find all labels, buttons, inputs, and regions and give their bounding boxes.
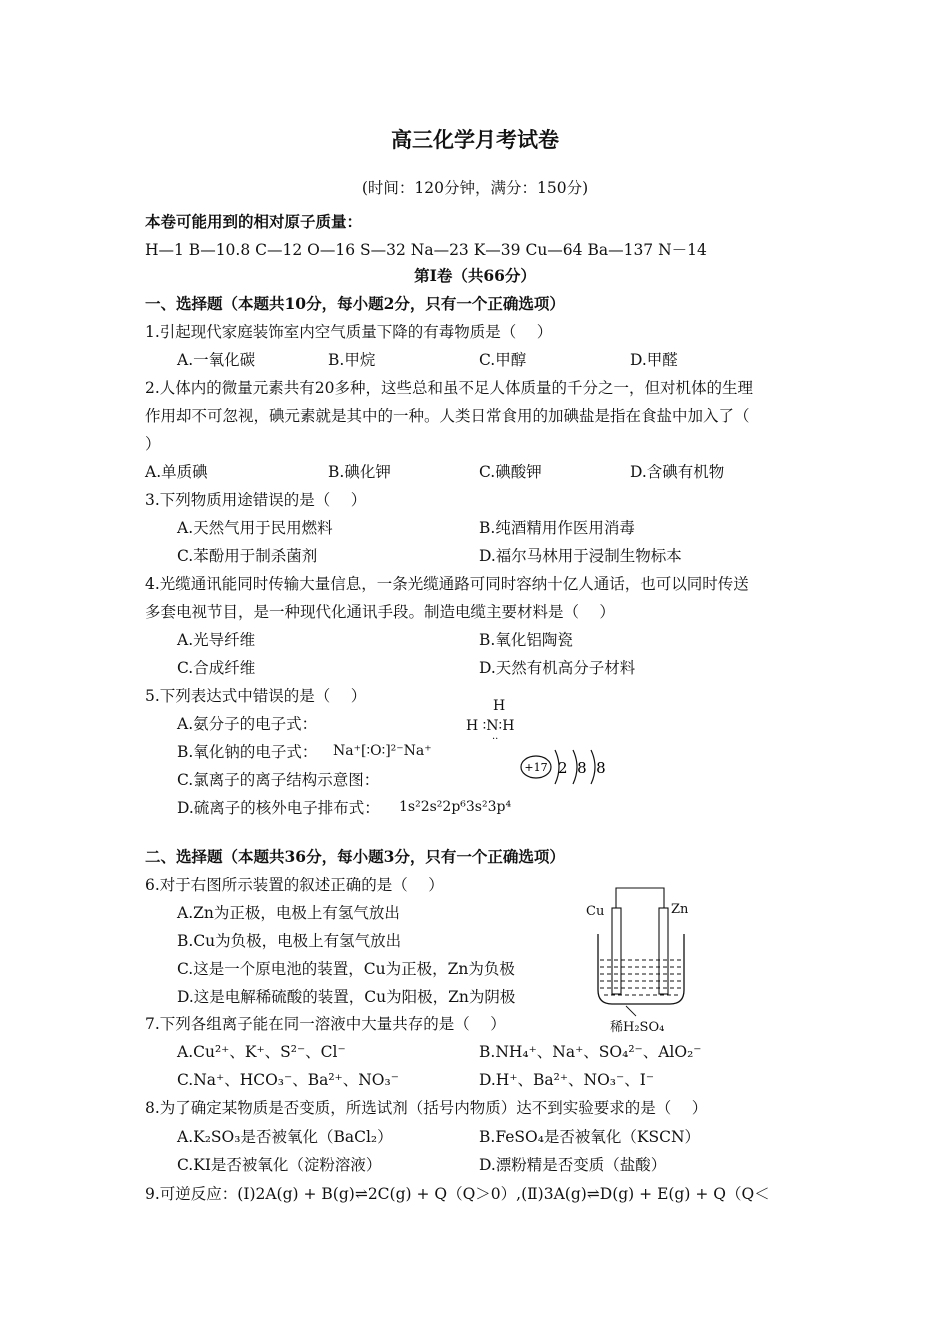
nh3-dot-top: H bbox=[493, 698, 506, 714]
beaker bbox=[598, 934, 684, 1004]
q7-option-c: C.Na⁺、HCO₃⁻、Ba²⁺、NO₃⁻ bbox=[177, 1071, 399, 1089]
q2-stem-line3: ） bbox=[145, 435, 161, 453]
q3-option-a: A.天然气用于民用燃料 bbox=[177, 519, 333, 537]
q4-option-a: A.光导纤维 bbox=[177, 631, 256, 649]
q6-option-c: C.这是一个原电池的装置，Cu为正极，Zn为负极 bbox=[177, 960, 515, 978]
q5-option-b: B.氧化钠的电子式： bbox=[177, 743, 318, 761]
q6-option-a: A.Zn为正极，电极上有氢气放出 bbox=[177, 904, 400, 922]
q6-stem: 6.对于右图所示装置的叙述正确的是（ ） bbox=[145, 876, 444, 894]
q5-option-d: D.硫离子的核外电子排布式： bbox=[177, 799, 380, 817]
q1-option-b: B.甲烷 bbox=[328, 351, 376, 369]
q1-stem: 1.引起现代家庭装饰室内空气质量下降的有毒物质是（ ） bbox=[145, 323, 553, 341]
q5-option-c: C.氯离子的离子结构示意图： bbox=[177, 771, 380, 789]
atomic-mass-heading: 本卷可能用到的相对原子质量： bbox=[145, 212, 363, 231]
zn-label: Zn bbox=[671, 902, 689, 917]
q2-stem-line2: 作用却不可忽视，碘元素就是其中的一种。人类日常食用的加碘盐是指在食盐中加入了（ bbox=[145, 407, 750, 425]
q8-option-c: C.KI是否被氧化（淀粉溶液） bbox=[177, 1156, 382, 1174]
q3-option-d: D.福尔马林用于浸制生物标本 bbox=[479, 547, 682, 565]
q3-stem: 3.下列物质用途错误的是（ ） bbox=[145, 491, 367, 509]
q2-option-a: A.单质碘 bbox=[145, 463, 208, 481]
q2-stem-line1: 2.人体内的微量元素共有20多种，这些总和虽不足人体质量的千分之一，但对机体的生理 bbox=[145, 379, 754, 397]
q4-option-c: C.合成纤维 bbox=[177, 659, 256, 677]
q3-option-b: B.纯酒精用作医用消毒 bbox=[479, 519, 635, 537]
q1-option-a: A.一氧化碳 bbox=[177, 351, 256, 369]
q8-option-b: B.FeSO₄是否被氧化（KSCN） bbox=[479, 1128, 701, 1146]
shell-electron-counts: 2 8 8 bbox=[558, 759, 606, 777]
solution-pointer bbox=[626, 1006, 636, 1016]
q2-option-c: C.碘酸钾 bbox=[479, 463, 542, 481]
q4-stem-line1: 4.光缆通讯能同时传输大量信息，一条光缆通路可同时容纳十亿人通话，也可以同时传送 bbox=[145, 575, 749, 593]
sulfur-electron-config: 1s²2s²2p⁶3s²3p⁴ bbox=[399, 799, 512, 815]
exam-subtitle: (时间：120分钟，满分：150分) bbox=[361, 179, 589, 197]
q4-option-b: B.氧化铝陶瓷 bbox=[479, 631, 573, 649]
q7-stem: 7.下列各组离子能在同一溶液中大量共存的是（ ） bbox=[145, 1015, 506, 1033]
q8-option-d: D.漂粉精是否变质（盐酸） bbox=[479, 1156, 667, 1174]
q6-option-d: D.这是电解稀硫酸的装置，Cu为阳极，Zn为阴极 bbox=[177, 988, 516, 1006]
section1-heading: 一、选择题（本题共10分，每小题2分，只有一个正确选项） bbox=[145, 294, 565, 313]
nucleus-charge: +17 bbox=[524, 761, 548, 774]
q7-option-b: B.NH₄⁺、Na⁺、SO₄²⁻、AlO₂⁻ bbox=[479, 1043, 702, 1061]
q7-option-a: A.Cu²⁺、K⁺、S²⁻、Cl⁻ bbox=[177, 1043, 346, 1061]
cu-label: Cu bbox=[586, 904, 605, 919]
q1-option-d: D.甲醛 bbox=[630, 351, 678, 369]
q6-option-b: B.Cu为负极，电极上有氢气放出 bbox=[177, 932, 402, 950]
q9-stem: 9.可逆反应：(Ⅰ)2A(g) + B(g)⇌2C(g) + Q（Q＞0）,(Ⅱ)3A(g)⇌D(g) + E(g) + Q（Q＜ bbox=[145, 1185, 770, 1203]
dilute-sulfuric-acid-label: 稀H₂SO₄ bbox=[610, 1020, 665, 1035]
q2-option-d: D.含碘有机物 bbox=[630, 463, 725, 481]
atomic-mass-list: H—1 B—10.8 C—12 O—16 S—32 Na—23 K—39 Cu—64 Ba—137 N－14 bbox=[145, 241, 707, 259]
q4-option-d: D.天然有机高分子材料 bbox=[479, 659, 636, 677]
q3-option-c: C.苯酚用于制杀菌剂 bbox=[177, 547, 318, 565]
na2o-electron-formula: Na⁺[∶O∶]²⁻Na⁺ bbox=[333, 743, 432, 759]
section2-heading: 二、选择题（本题共36分，每小题3分，只有一个正确选项） bbox=[145, 847, 565, 866]
page-title: 高三化学月考试卷 bbox=[391, 127, 559, 152]
q4-stem-line2: 多套电视节目，是一种现代化通讯手段。制造电缆主要材料是（ ） bbox=[145, 603, 615, 621]
q8-option-a: A.K₂SO₃是否被氧化（BaCl₂） bbox=[177, 1128, 393, 1146]
nh3-dot-bottom: ·· bbox=[492, 734, 499, 745]
nh3-dot-middle: H ∶N∶H bbox=[466, 718, 515, 734]
connecting-wire bbox=[616, 888, 664, 914]
q2-option-b: B.碘化钾 bbox=[328, 463, 391, 481]
q5-stem: 5.下列表达式中错误的是（ ） bbox=[145, 687, 367, 705]
q8-stem: 8.为了确定某物质是否变质，所选试剂（括号内物质）达不到实验要求的是（ ） bbox=[145, 1099, 708, 1117]
q1-option-c: C.甲醇 bbox=[479, 351, 527, 369]
q7-option-d: D.H⁺、Ba²⁺、NO₃⁻、I⁻ bbox=[479, 1071, 654, 1089]
q5-option-a: A.氨分子的电子式： bbox=[177, 715, 318, 733]
chloride-ion-structure-diagram bbox=[518, 746, 610, 794]
part1-heading: 第Ⅰ卷（共66分） bbox=[414, 266, 536, 285]
